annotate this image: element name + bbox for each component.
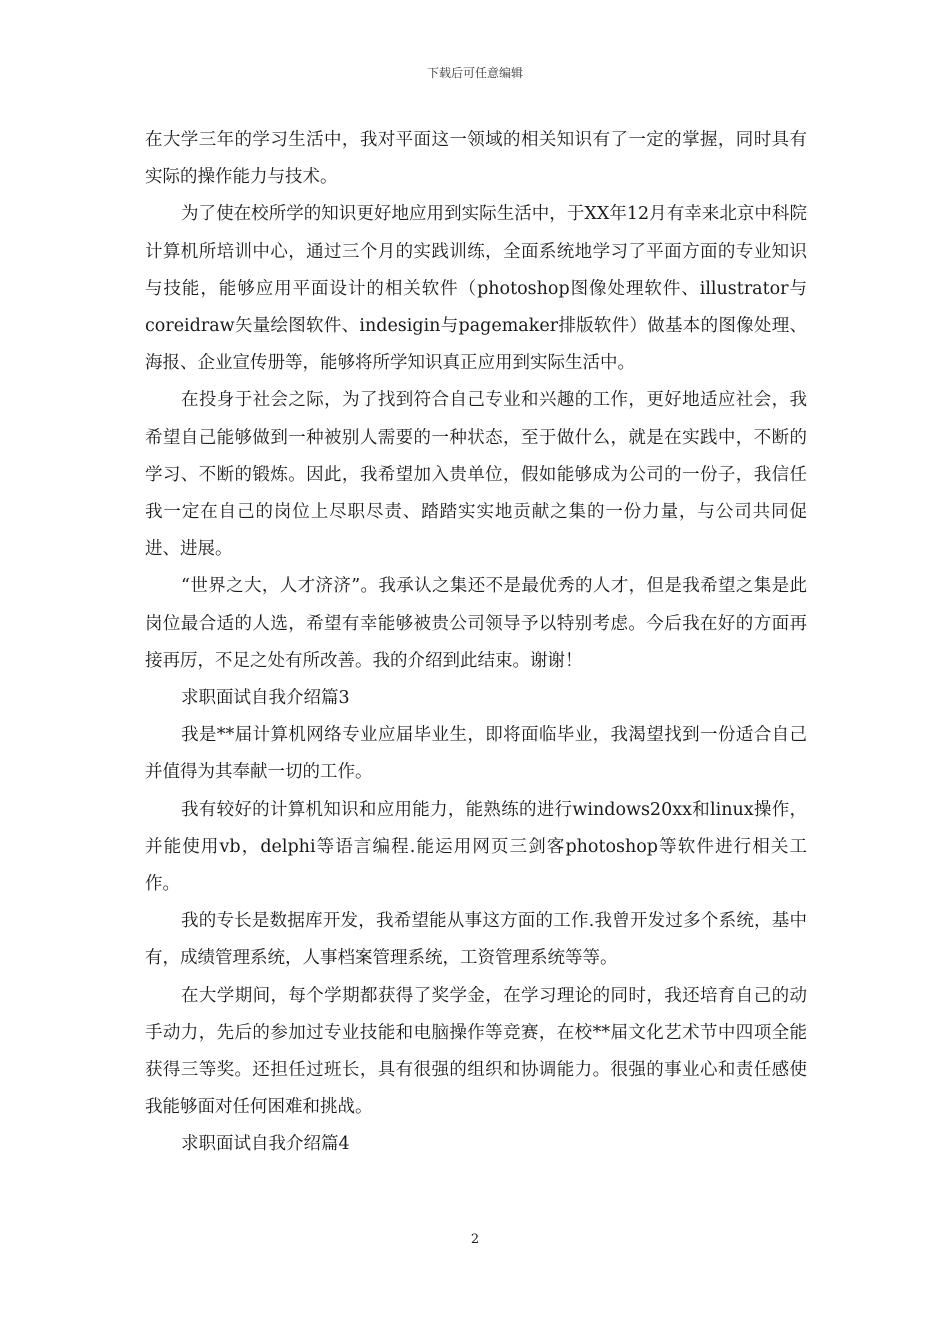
section-heading-3: 求职面试自我介绍篇3 [181, 688, 350, 709]
paragraph-8: 在大学期间，每个学期都获得了奖学金，在学习理论的同时，我还培育自己的动手动力，先后的参加过专业技能和电脑操作等竞赛，在校**届文化艺术节中四项全能获得三等奖。还担任过班长，具有很强的组织和协调能力。很强的事业心和责任感使我能够面对任何困难和挑战。 [145, 985, 807, 1118]
paragraph-7: 我的专长是数据库开发，我希望能从事这方面的工作.我曾开发过多个系统，基中有，成绩管理系统，人事档案管理系统，工资管理系统等等。 [145, 911, 807, 969]
page-number: 2 [470, 1232, 480, 1247]
paragraph-4: “世界之大，人才济济”。我承认之集还不是最优秀的人才，但是我希望之集是此岗位最合适的人选，希望有幸能够被贵公司领导予以特别考虑。今后我在好的方面再接再厉，不足之处有所改善。我的介绍到此结束。谢谢！ [145, 576, 807, 671]
paragraph-5: 我是**届计算机网络专业应届毕业生，即将面临毕业，我渴望找到一份适合自己并值得为其奉献一切的工作。 [145, 725, 807, 783]
paragraph-2: 为了使在校所学的知识更好地应用到实际生活中，于XX年12月有幸来北京中科院计算机所培训中心，通过三个月的实践训练，全面系统地学习了平面方面的专业知识与技能，能够应用平面设计的相关软件（photoshop图像处理软件、illustrator与coreidraw矢量绘图软件、indesigin与pagemaker排版软件）做基本的图像处理、海报、企业宣传册等，能够将所学知识真正应用到实际生活中。 [145, 204, 807, 374]
paragraph-6: 我有较好的计算机知识和应用能力，能熟练的进行windows20xx和linux操作，并能使用vb，delphi等语言编程.能运用网页三剑客photoshop等软件进行相关工作。 [145, 799, 807, 895]
page-header: 下载后可任意编辑 [426, 66, 523, 80]
document-body [145, 122, 807, 1164]
section-heading-4: 求职面试自我介绍篇4 [181, 1134, 350, 1155]
paragraph-1: 在大学三年的学习生活中，我对平面这一领域的相关知识有了一定的掌握，同时具有实际的操作能力与技术。 [145, 130, 807, 188]
paragraph-3: 在投身于社会之际，为了找到符合自己专业和兴趣的工作，更好地适应社会，我希望自己能够做到一种被别人需要的一种状态，至于做什么，就是在实践中，不断的学习、不断的锻炼。因此，我希望加入贵单位，假如能够成为公司的一份子，我信任我一定在自己的岗位上尽职尽责、踏踏实实地贡献之集的一份力量，与公司共同促进、进展。 [145, 390, 807, 560]
